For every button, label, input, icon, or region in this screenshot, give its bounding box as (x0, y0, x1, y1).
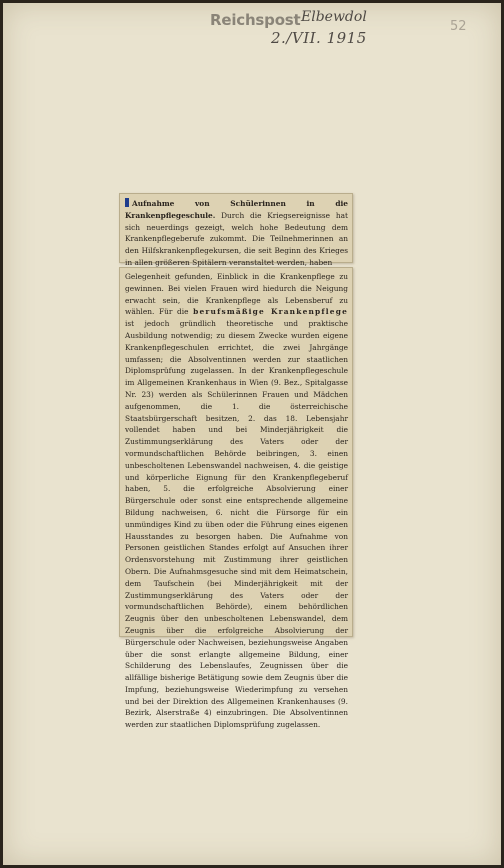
newspaper-title: Reichspost (210, 11, 301, 29)
article-body-part-2: ist jedoch gründlich theoretische und praktische Ausbildung notwendig; zu diesem Zwecke wurden eigene Krankenpflegeschulen errichtet, die zwei Jahrgänge umfassen; die Absolventinnen werden zur staatlichen Diplomsprüfung zugelassen. In der Krankenpflegeschule im Allgemeinen Krankenhaus in Wien (9. Bez., Spitalgasse Nr. 23) werden als Schülerinnen Frauen und Mädchen aufgenommen, die 1. die österreichische Staatsbürgerschaft besitzen, 2. das 18. Lebensjahr vollendet haben und bei Minderjährigkeit die Zustimmungserklärung des Vaters oder der vormundschaftlichen Behörde beibringen, 3. einen unbescholtenen Lebenswandel nachweisen, 4. die geistige und körperliche Eignung für den Krankenpflegeberuf haben, 5. die erfolgreiche Absolvierung einer Bürgerschule oder sonst eine entsprechende allgemeine Bildung nachweisen, 6. nicht die Fürsorge für ein unmündiges Kind zu üben oder die Führung eines eigenen Hausstandes zu besorgen haben. Die Aufnahme von Personen geistlichen Standes erfolgt auf Ansuchen ihrer Ordensvorstehung mit Zustimmung ihrer geistlichen Obern. Die Aufnahmsgesuche sind mit dem Heimatschein, dem Taufschein (bei Minderjährigkeit mit der Zustimmungserklärung des Vaters oder der vormundschaftlichen Behörde), einem behördlichen Zeugnis über den unbescholtenen Lebenswandel, dem Zeugnis über die erfolgreiche Absolvierung der Bürgerschule oder Nachweisen, beziehungsweise Angaben über die sonst erlangte allgemeine Bildung, einer Schilderung des Lebenslaufes, Zeugnissen über die allfällige bisherige Betätigung sowie dem Zeugnis über die Impfung, beziehungsweise Wiederimpfung zu versehen und bei der Direktion des Allgemeinen Krankenhauses (9. Bezirk, Alserstraße 4) einzubringen. Die Absolventinnen werden zur staatlichen Diplomsprüfung zugelassen. (125, 319, 348, 730)
pencil-mark-icon (125, 198, 129, 207)
clipping-body-block (119, 267, 353, 730)
article-headline: Aufnahme von Schülerinnen in die Krankenpflegeschule. (125, 199, 348, 220)
article-body-emphasis: berufsmäßige Krankenpflege (193, 307, 348, 317)
handwritten-date: 2./VII. 1915 (271, 29, 367, 47)
archive-sheet (3, 3, 501, 865)
handwritten-annotation: Elbewdol (301, 9, 367, 25)
article-body (125, 271, 348, 731)
clipping-intro-paragraph (125, 198, 348, 269)
article-body-part-1: Gelegenheit gefunden, Einblick in die Krankenpflege zu gewinnen. Bei vielen Frauen wird hiedurch die Neigung erwacht sein, die Krankenpflege als Lebensberuf zu wählen. Für die (125, 272, 348, 317)
article-intro: Durch die Kriegsereignisse hat sich neuerdings gezeigt, welch hohe Bedeutung dem Krankenpflegeberufe zukommt. Die Teilnehmerinnen an den Hilfskrankenpflegekursen, die seit Beginn des Krieges in allen größeren Spitälern veranstaltet werden, haben (125, 210, 348, 267)
clipping-headline-block (119, 193, 353, 267)
page-number: 52 (450, 19, 467, 34)
